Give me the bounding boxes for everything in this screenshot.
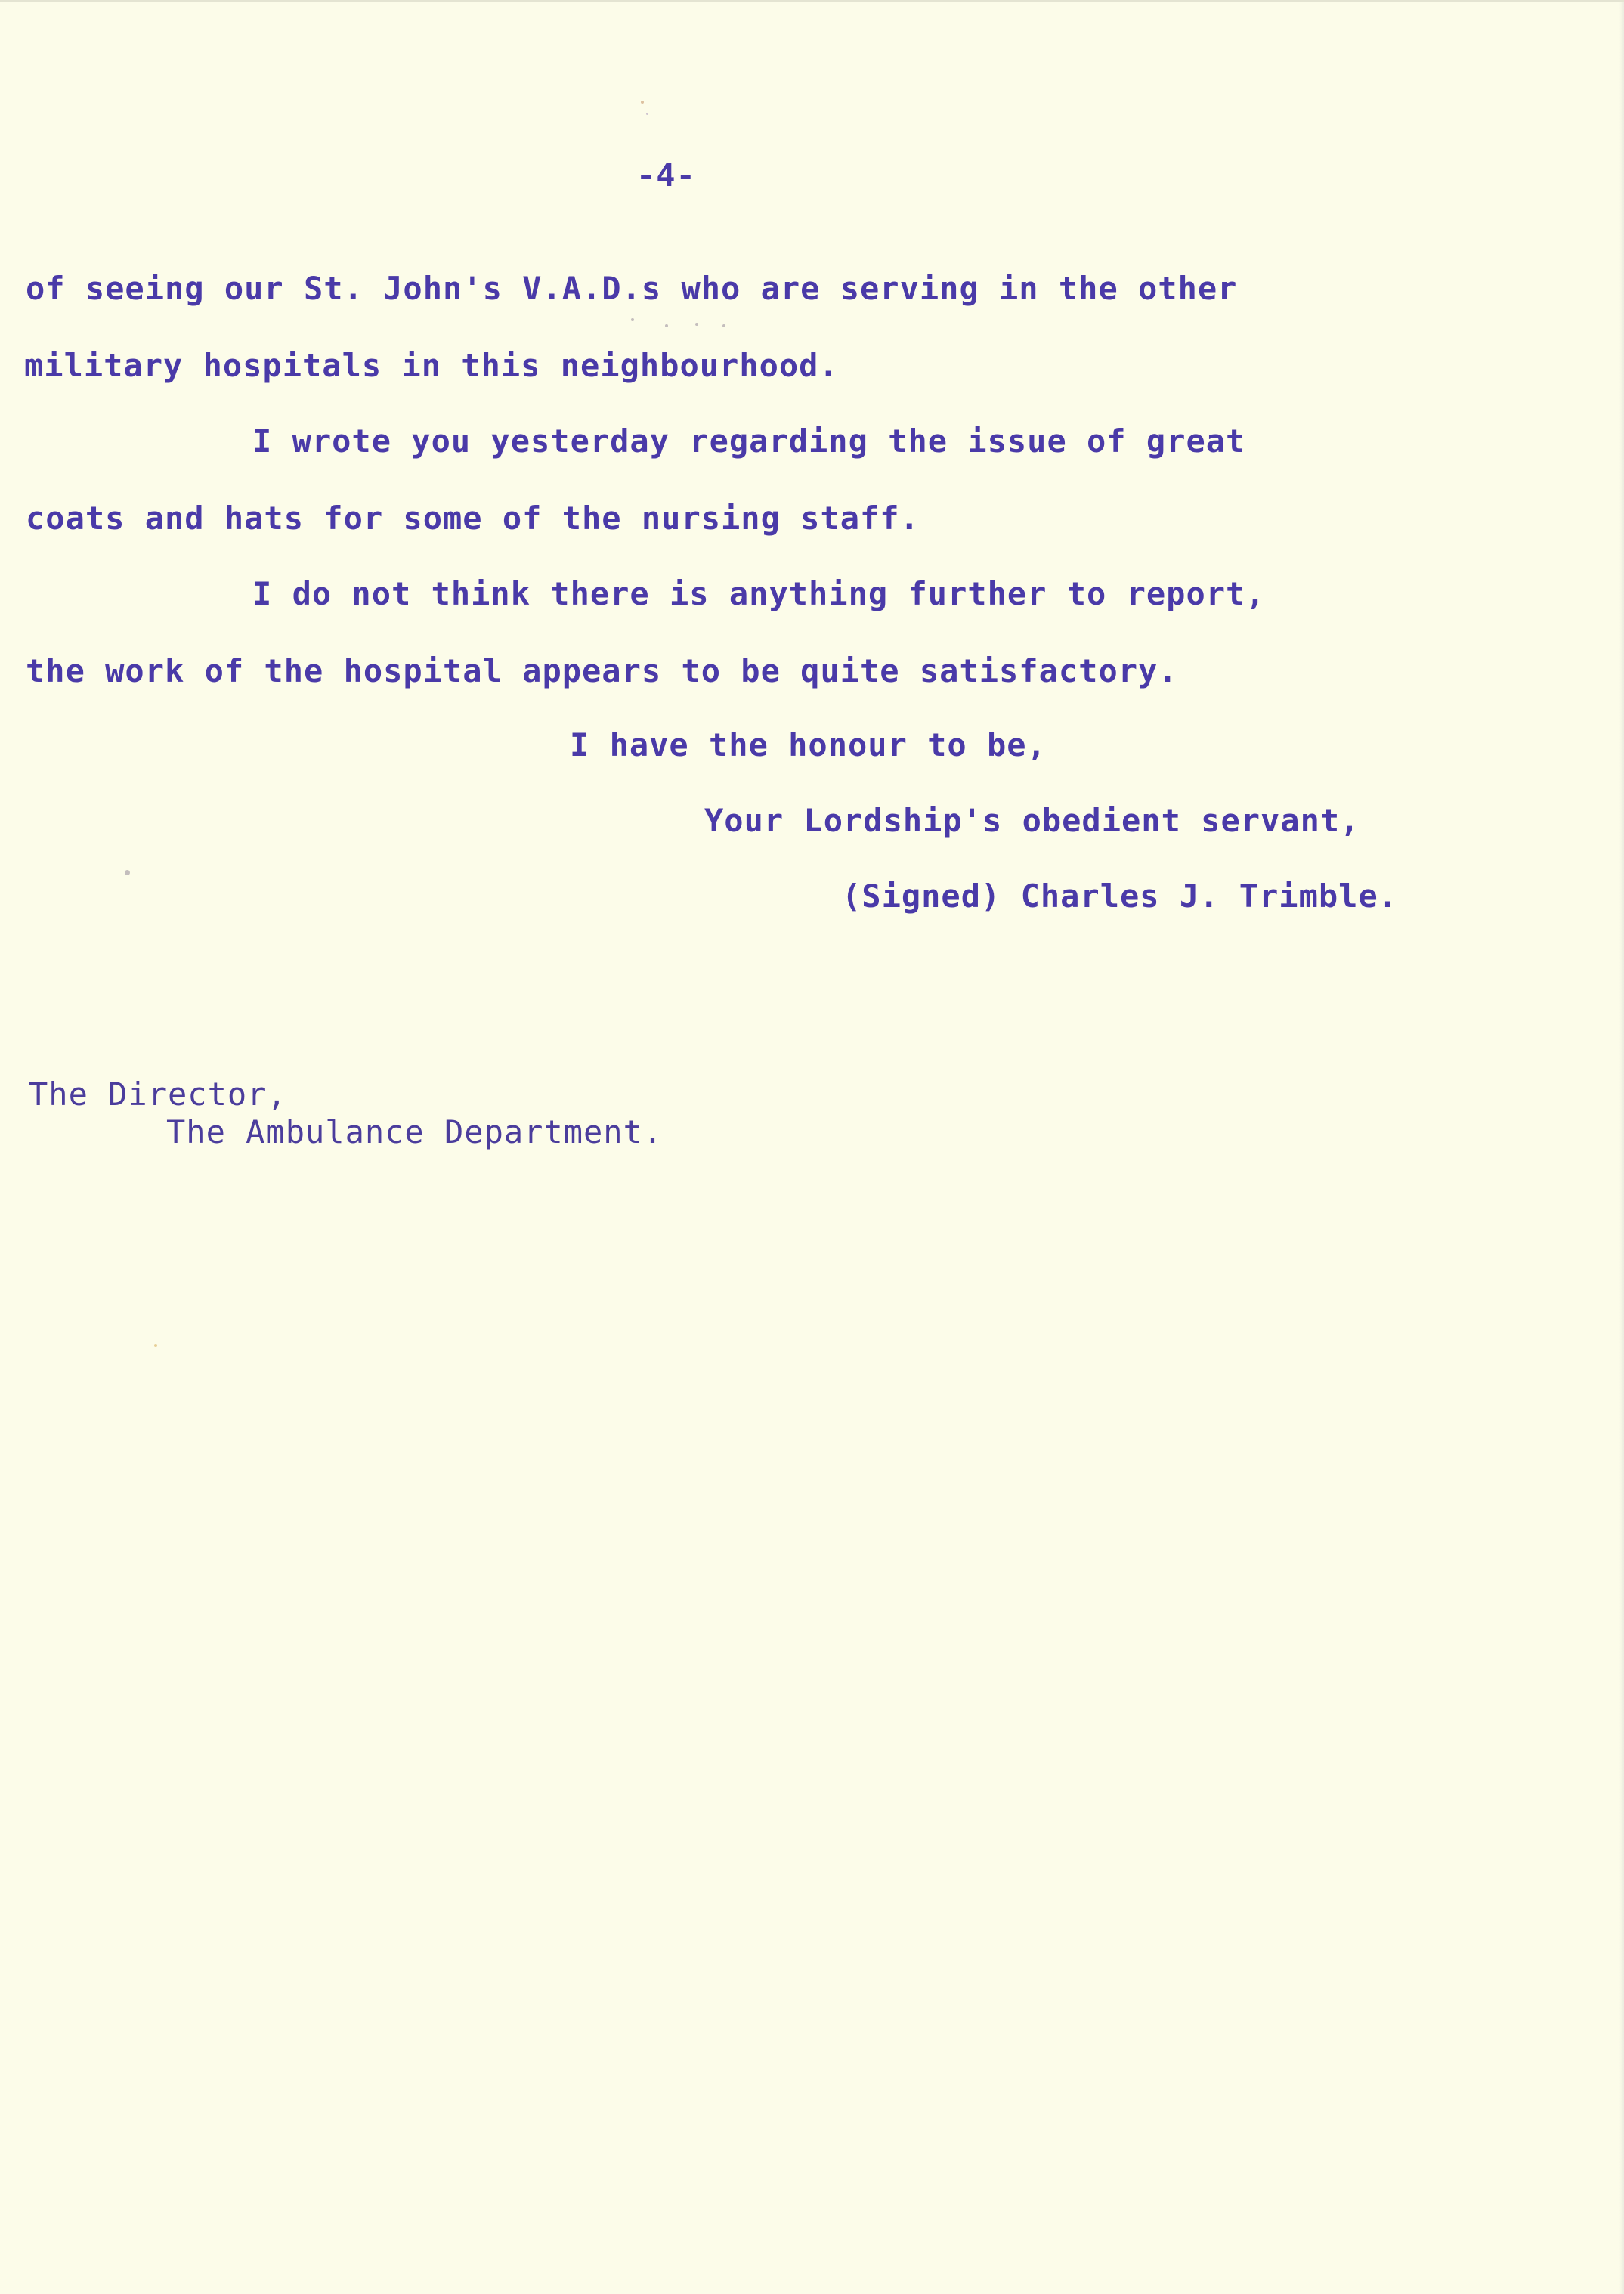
paper-speck bbox=[641, 101, 644, 104]
page-number: -4- bbox=[636, 156, 696, 193]
signature-line: (Signed) Charles J. Trimble. bbox=[842, 878, 1399, 915]
closing-line: I have the honour to be, bbox=[570, 726, 1047, 763]
addressee-line: The Ambulance Department. bbox=[166, 1113, 664, 1150]
paper-speck bbox=[154, 1344, 157, 1347]
page-edge-shadow bbox=[1619, 2, 1624, 2294]
body-line: of seeing our St. John's V.A.D.s who are serving in the other bbox=[26, 270, 1238, 307]
addressee-line: The Director, bbox=[29, 1076, 287, 1113]
body-line: I do not think there is anything further to report, bbox=[252, 575, 1266, 612]
paper-speck bbox=[631, 318, 634, 321]
paper-speck bbox=[125, 870, 130, 875]
paper-speck bbox=[695, 323, 698, 326]
body-line: the work of the hospital appears to be quite satisfactory. bbox=[26, 652, 1178, 689]
closing-line: Your Lordship's obedient servant, bbox=[704, 802, 1360, 839]
paper-speck bbox=[722, 324, 725, 327]
body-line: coats and hats for some of the nursing staff. bbox=[26, 500, 920, 537]
paper-speck bbox=[646, 113, 648, 115]
paper-speck bbox=[665, 324, 668, 327]
body-line: I wrote you yesterday regarding the issue of great bbox=[252, 423, 1246, 460]
body-line: military hospitals in this neighbourhood. bbox=[24, 347, 839, 384]
